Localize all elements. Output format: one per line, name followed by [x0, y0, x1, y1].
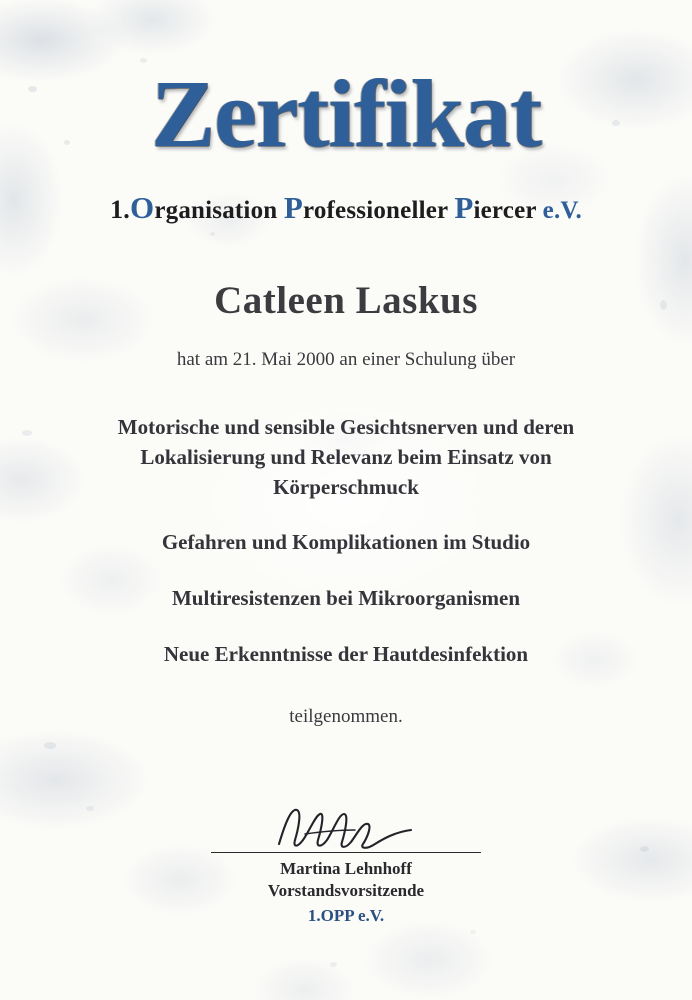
topic-item: Multiresistenzen bei Mikroorganismen [171, 586, 521, 611]
organization-word-1: Organisation [130, 190, 278, 225]
organization-word-2: Professioneller [283, 190, 448, 225]
attendance-line: hat am 21. Mai 2000 an einer Schulung über [176, 349, 516, 370]
closing-line: teilgenommen. [289, 705, 403, 727]
issuing-organization [0, 190, 692, 226]
signatory-role: Vorstandsvorsitzende [267, 881, 425, 901]
signature-block [0, 800, 692, 927]
organization-number: 1. [110, 195, 130, 224]
topic-item: Neue Erkenntnisse der Hautdesinfektion [163, 642, 529, 667]
organization-suffix: e.V. [542, 197, 582, 224]
certificate-title: Zertifikat [151, 60, 541, 167]
organization-word-3: Piercer [454, 190, 537, 225]
handwritten-signature-icon [0, 800, 692, 852]
topic-item: Motorische und sensible Gesichtsnerven und deren Lokalisierung und Relevanz beim Einsatz von Körperschmuck [117, 415, 575, 499]
signatory-organization: 1.OPP e.V. [307, 905, 385, 925]
topic-item: Gefahren und Komplikationen im Studio [161, 530, 531, 555]
recipient-name: Catleen Laskus [214, 279, 478, 322]
topic-list [66, 413, 626, 670]
signatory-name: Martina Lehnhoff [280, 859, 412, 878]
